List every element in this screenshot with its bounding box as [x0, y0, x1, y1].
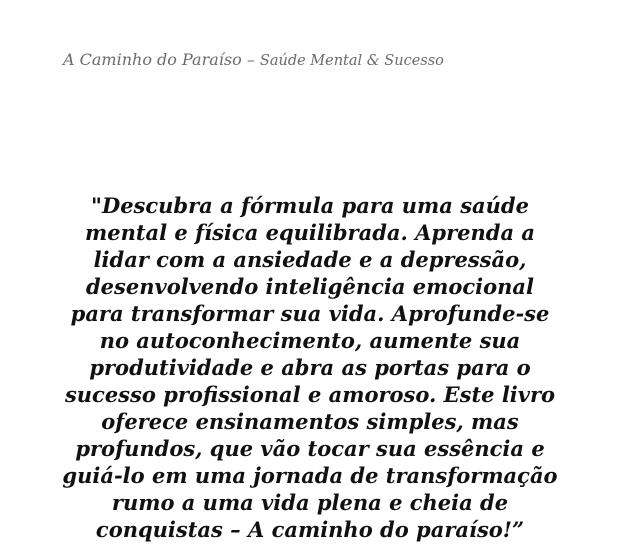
quote-line: produtividade e abra as portas para o — [89, 355, 531, 380]
quote-line: rumo a uma vida plena e cheia de — [111, 490, 509, 515]
book-title: A Caminho do Paraíso — [63, 50, 242, 69]
quote-line: lidar com a ansiedade e a depressão, — [93, 247, 527, 272]
quote-line: no autoconhecimento, aumente sua — [99, 328, 521, 353]
quote-line: desenvolvendo inteligência emocional — [86, 274, 534, 299]
book-blurb-quote — [40, 192, 580, 543]
quote-line: mental e física equilibrada. Aprenda a — [84, 220, 536, 245]
book-header — [63, 50, 444, 69]
quote-line: oferece ensinamentos simples, mas — [101, 409, 519, 434]
book-subtitle: Saúde Mental & Sucesso — [259, 53, 444, 69]
quote-line: guiá-lo em uma jornada de transformação — [62, 463, 558, 488]
header-separator: – — [241, 50, 260, 69]
quote-line: conquistas – A caminho do paraíso!” — [95, 517, 525, 542]
quote-line: sucesso profissional e amoroso. Este livro — [64, 382, 556, 407]
quote-line: para transformar sua vida. Aprofunde-se — [70, 301, 550, 326]
quote-line: "Descubra a fórmula para uma saúde — [91, 193, 529, 218]
quote-line: profundos, que vão tocar sua essência e — [75, 436, 545, 461]
